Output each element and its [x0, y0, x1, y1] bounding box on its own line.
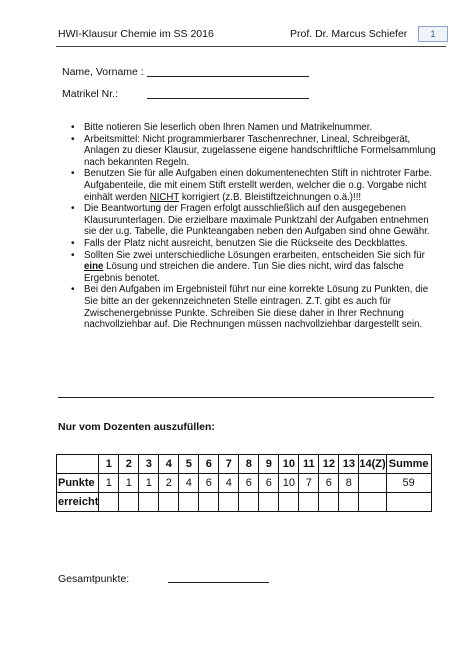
sum-header-cell: Summe	[386, 455, 431, 474]
task-number-cell: 9	[259, 455, 279, 474]
achieved-label-cell: erreicht	[57, 493, 99, 512]
instruction-item: • Sollten Sie zwei unterschiedliche Lösungen erarbeiten, entscheiden Sie sich für eine Lösung und streichen die andere. Tun Sie dies nicht, wird das falsche Ergebnis benotet.	[84, 250, 439, 285]
task-number-cell: 2	[119, 455, 139, 474]
task-number-cell: 11	[299, 455, 319, 474]
author-name: Prof. Dr. Marcus Schiefer	[290, 28, 408, 40]
max-points-cell: 2	[159, 474, 179, 493]
task-number-cell: 7	[219, 455, 239, 474]
achieved-points-cell[interactable]	[359, 493, 386, 512]
max-points-cell: 1	[119, 474, 139, 493]
max-points-cell	[359, 474, 386, 493]
section-divider	[58, 397, 434, 398]
points-row	[57, 474, 432, 493]
achieved-points-cell[interactable]	[299, 493, 319, 512]
achieved-points-cell[interactable]	[259, 493, 279, 512]
achieved-points-cell[interactable]	[339, 493, 359, 512]
max-points-cell: 4	[179, 474, 199, 493]
task-number-cell: 8	[239, 455, 259, 474]
task-number-cell: 3	[139, 455, 159, 474]
task-number-cell: 6	[199, 455, 219, 474]
achieved-total-cell[interactable]	[386, 493, 431, 512]
header-rule	[56, 46, 446, 47]
grading-table	[56, 454, 432, 512]
task-number-cell: 5	[179, 455, 199, 474]
max-points-cell: 6	[319, 474, 339, 493]
max-points-cell: 1	[99, 474, 119, 493]
instruction-emphasis: eine	[84, 261, 104, 273]
total-points-label: Gesamtpunkte:	[58, 573, 130, 585]
achieved-points-cell[interactable]	[219, 493, 239, 512]
instruction-emphasis: NICHT	[149, 191, 180, 203]
matrikel-label: Matrikel Nr.:	[62, 88, 119, 100]
task-number-cell: 13	[339, 455, 359, 474]
instruction-item: • Benutzen Sie für alle Aufgaben einen dokumentenechten Stift in nichtroter Farbe. Aufgabenteile, die mit einem Stift erstellt werden, welcher die o.g. Vorgabe nicht einhält werden NICHT korrigiert (z.B. Bleistiftzeichnungen o.ä.)!!!	[84, 168, 439, 203]
achieved-points-cell[interactable]	[119, 493, 139, 512]
instruction-item: • Falls der Platz nicht ausreicht, benutzen Sie die Rückseite des Deckblattes.	[84, 238, 439, 250]
points-total-cell: 59	[386, 474, 431, 493]
task-number-row	[57, 455, 432, 474]
achieved-points-cell[interactable]	[139, 493, 159, 512]
achieved-points-cell[interactable]	[279, 493, 299, 512]
max-points-cell: 4	[219, 474, 239, 493]
instruction-item: • Bitte notieren Sie leserlich oben Ihren Namen und Matrikelnummer.	[84, 122, 439, 134]
instruction-item: • Die Beantwortung der Fragen erfolgt ausschließlich auf den ausgegebenen Klausurunterlagen. Die erzielbare maximale Punktzahl der Aufgaben entnehmen sie der u.g. Tabelle, die Punkteangaben neben den Aufgaben sind ohne Gewähr.	[84, 203, 439, 238]
achieved-points-cell[interactable]	[179, 493, 199, 512]
task-number-cell: 12	[319, 455, 339, 474]
achieved-row	[57, 493, 432, 512]
instruction-item: • Bei den Aufgaben im Ergebnisteil führt nur eine korrekte Lösung zu Punkten, die Sie bitte an der gekennzeichneten Stelle eintragen. Z.T. gibt es auch für Zwischenergebnisse Punkte. Schreiben Sie diese daher in Ihrer Rechnung nachvollziehbar auf. Die Rechnungen müssen nachvollziehbar dargestellt sein.	[84, 284, 439, 330]
max-points-cell: 6	[259, 474, 279, 493]
page-number: 1	[418, 26, 448, 42]
task-number-cell: 10	[279, 455, 299, 474]
max-points-cell: 6	[239, 474, 259, 493]
max-points-cell: 1	[139, 474, 159, 493]
achieved-points-cell[interactable]	[319, 493, 339, 512]
points-label-cell: Punkte	[57, 474, 99, 493]
matrikel-field-line[interactable]	[147, 98, 309, 99]
max-points-cell: 7	[299, 474, 319, 493]
max-points-cell: 6	[199, 474, 219, 493]
achieved-points-cell[interactable]	[99, 493, 119, 512]
achieved-points-cell[interactable]	[239, 493, 259, 512]
grading-heading: Nur vom Dozenten auszufüllen:	[58, 421, 215, 433]
task-number-cell: 1	[99, 455, 119, 474]
max-points-cell: 10	[279, 474, 299, 493]
task-number-cell: 4	[159, 455, 179, 474]
name-field-line[interactable]	[147, 76, 309, 77]
exam-title: HWI-Klausur Chemie im SS 2016	[58, 28, 214, 40]
corner-cell	[57, 455, 99, 474]
max-points-cell: 8	[339, 474, 359, 493]
instruction-item: • Arbeitsmittel: Nicht programmierbarer Taschenrechner, Lineal, Schreibgerät, Anlagen zu dieser Klausur, zugelassene eigene handschriftliche Formelsammlung nach bekannten Regeln.	[84, 134, 439, 169]
achieved-points-cell[interactable]	[199, 493, 219, 512]
task-number-cell: 14(Z)	[359, 455, 386, 474]
instructions-list	[72, 122, 439, 331]
name-label: Name, Vorname :	[62, 66, 144, 78]
achieved-points-cell[interactable]	[159, 493, 179, 512]
total-points-line[interactable]	[168, 582, 269, 583]
